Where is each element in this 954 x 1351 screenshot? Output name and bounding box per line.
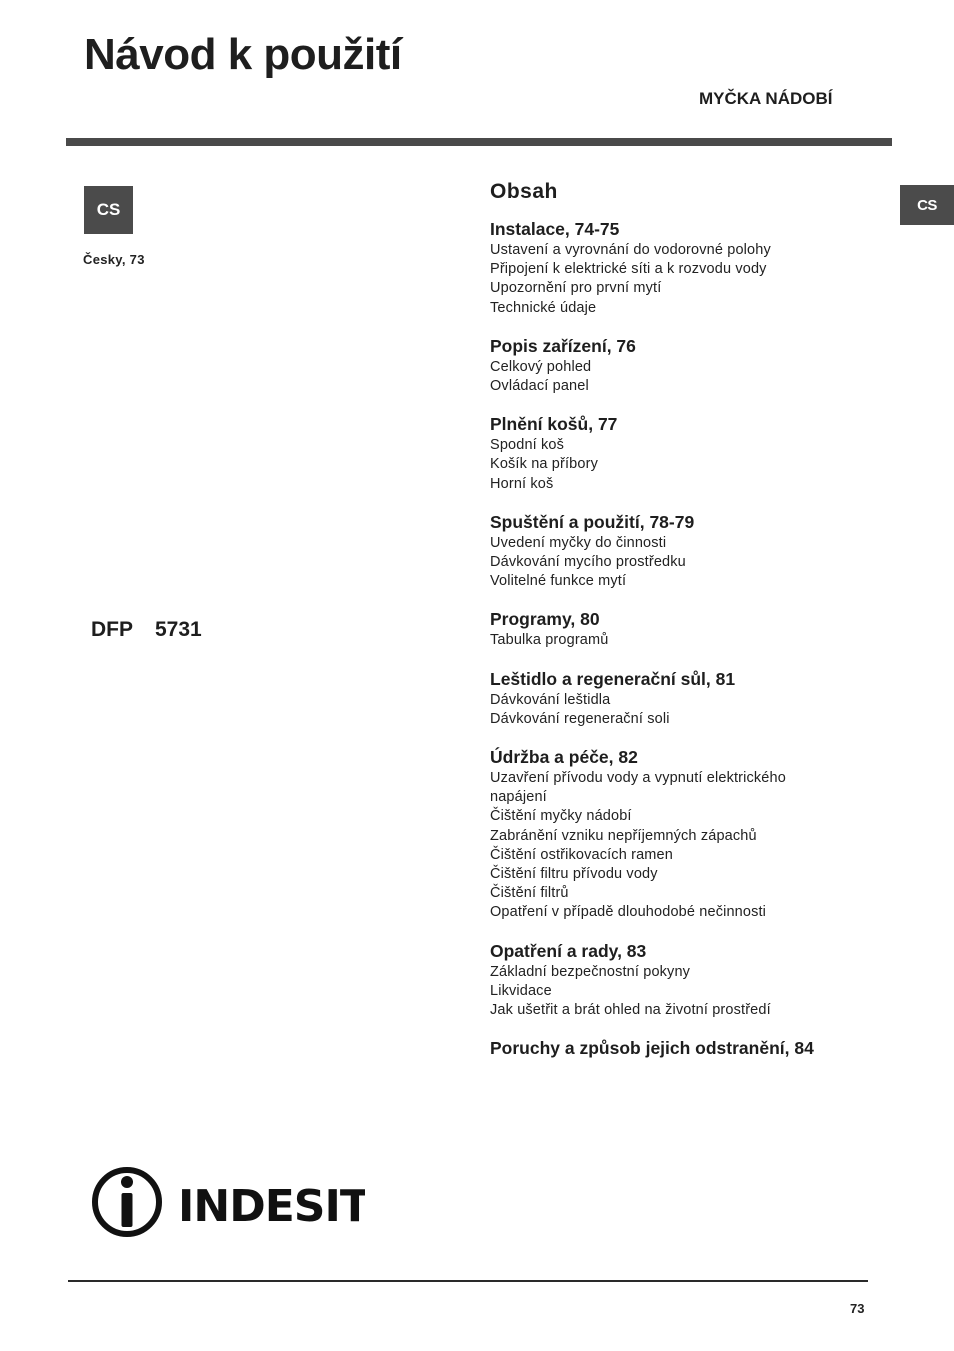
toc-item: Jak ušetřit a brát ohled na životní prostředí <box>490 1002 771 1019</box>
model-number: 5731 <box>155 618 202 641</box>
indesit-logo-icon <box>90 1164 365 1244</box>
toc-item: Čištění myčky nádobí <box>490 808 632 825</box>
toc-heading: Obsah <box>490 180 558 203</box>
toc-section <box>490 335 890 396</box>
toc-item: Likvidace <box>490 982 552 999</box>
model-prefix: DFP <box>91 618 133 641</box>
toc-item: Upozornění pro první mytí <box>490 280 662 297</box>
header-divider <box>66 138 892 146</box>
toc-item: Spodní koš <box>490 437 565 454</box>
toc-section <box>490 746 890 923</box>
page-number: 73 <box>850 1301 865 1316</box>
toc-section <box>490 668 890 729</box>
indesit-logo <box>90 1164 365 1249</box>
toc-item: Ovládací panel <box>490 378 589 395</box>
toc-item: Zabránění vzniku nepříjemných zápachů <box>490 827 757 844</box>
footer-divider <box>68 1280 868 1282</box>
toc-section <box>490 1037 890 1059</box>
toc-section <box>490 218 890 318</box>
model-name <box>91 618 202 642</box>
page-title: Návod k použití <box>84 30 402 79</box>
toc-item: Dávkování regenerační soli <box>490 710 670 727</box>
toc-section-title[interactable]: Poruchy a způsob jejich odstranění, 84 <box>490 1038 814 1059</box>
toc-section-title[interactable]: Instalace, 74-75 <box>490 219 620 239</box>
toc-item: Čištění ostřikovacích ramen <box>490 846 673 863</box>
toc-item: Připojení k elektrické síti a k rozvodu vody <box>490 261 767 278</box>
toc-section-title[interactable]: Popis zařízení, 76 <box>490 335 636 356</box>
language-link[interactable]: Česky, 73 <box>83 252 145 267</box>
toc-section-title[interactable]: Spuštění a použití, 78-79 <box>490 511 695 532</box>
toc-item: Tabulka programů <box>490 632 609 649</box>
toc-item: Uzavření přívodu vody a vypnutí elektrického <box>490 770 786 787</box>
toc-item: Košík na příbory <box>490 456 598 473</box>
toc-section <box>490 608 890 650</box>
toc-item: Technické údaje <box>490 299 597 316</box>
product-type-label: MYČKA NÁDOBÍ <box>699 89 833 108</box>
toc-item: Opatření v případě dlouhodobé nečinnosti <box>490 904 767 921</box>
toc-item: Základní bezpečnostní pokyny <box>490 963 691 980</box>
toc-item: Dávkování leštidla <box>490 691 611 708</box>
toc-item: Volitelné funkce mytí <box>490 573 627 590</box>
toc-item: Ustavení a vyrovnání do vodorovné polohy <box>490 242 771 258</box>
language-badge: CS <box>84 186 133 234</box>
table-of-contents <box>490 180 890 1076</box>
toc-section-title[interactable]: Údržba a péče, 82 <box>490 747 638 768</box>
toc-sections <box>490 218 890 1059</box>
toc-item: Uvedení myčky do činnosti <box>490 534 667 551</box>
toc-section-title[interactable]: Leštidlo a regenerační sůl, 81 <box>490 668 736 689</box>
toc-item: napájení <box>490 789 547 806</box>
language-side-tab: CS <box>900 185 954 225</box>
toc-section <box>490 413 890 494</box>
toc-section <box>490 511 890 592</box>
logo-wordmark: INDESIT <box>178 1181 365 1232</box>
toc-item: Dávkování mycího prostředku <box>490 554 686 571</box>
toc-section <box>490 940 890 1021</box>
toc-section-title[interactable]: Plnění košů, 77 <box>490 414 618 435</box>
toc-item: Horní koš <box>490 475 554 492</box>
toc-section-title[interactable]: Opatření a rady, 83 <box>490 940 647 961</box>
toc-item: Čištění filtru přívodu vody <box>490 866 658 883</box>
toc-section-title[interactable]: Programy, 80 <box>490 609 600 630</box>
toc-item: Celkový pohled <box>490 358 592 375</box>
toc-item: Čištění filtrů <box>490 885 569 902</box>
